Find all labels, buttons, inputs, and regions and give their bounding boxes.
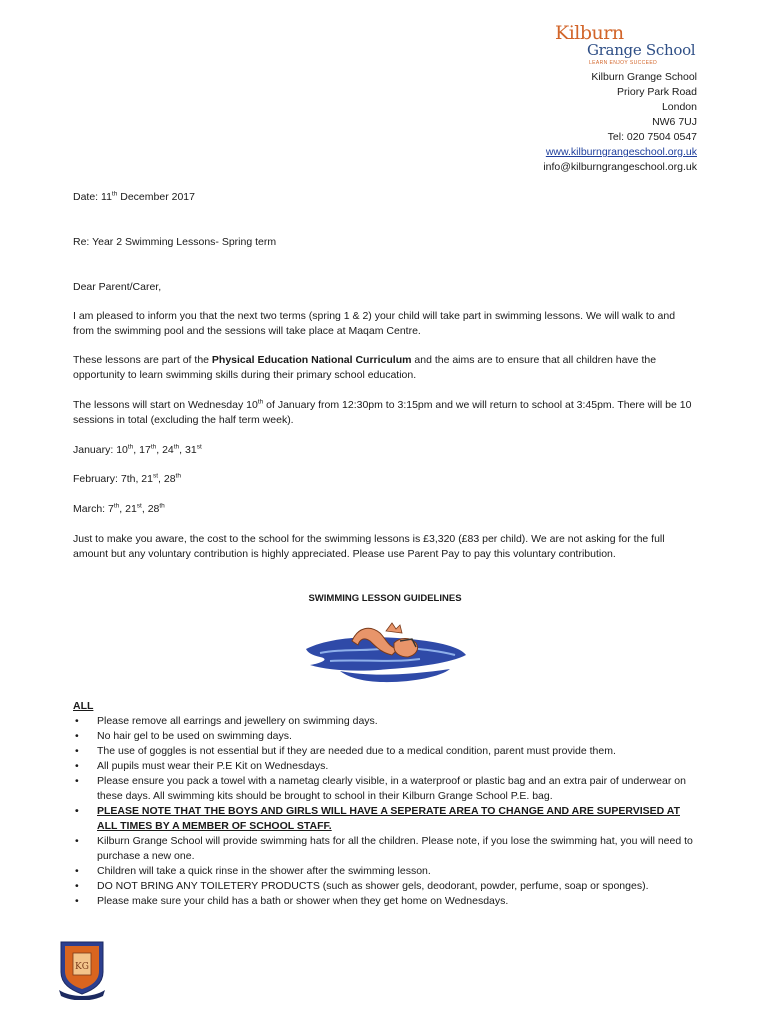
list-item: • Children will take a quick rinse in the shower after the swimming lesson. bbox=[75, 865, 431, 877]
list-item: • Please ensure you pack a towel with a nametag clearly visible, in a waterproof or plastic bag and an extra pair of underwear on these days. All swimming kits should be brought to school in their Kilburn Grange School P.E. bag. bbox=[75, 775, 686, 802]
school-logo bbox=[553, 22, 698, 68]
email-address: info@kilburngrangeschool.org.uk bbox=[543, 161, 697, 173]
bullet-icon: • bbox=[75, 760, 79, 772]
paragraph-curriculum: These lessons are part of the Physical Education National Curriculum and the aims are to ensure that all children have the opportunity to learn swimming skills during their primary school education. bbox=[73, 354, 657, 381]
logo-line-2: Grange School bbox=[587, 41, 696, 59]
crest-text: KG bbox=[75, 962, 89, 972]
dates-february: February: 7th, 21st, 28th bbox=[73, 472, 181, 485]
letter-date: Date: 11th December 2017 bbox=[73, 190, 195, 203]
bullet-icon: • bbox=[75, 865, 79, 877]
list-item: • Please make sure your child has a bath or shower when they get home on Wednesdays. bbox=[75, 895, 509, 907]
guidelines-all-label: ALL bbox=[73, 700, 94, 712]
letter-subject: Re: Year 2 Swimming Lessons- Spring term bbox=[73, 236, 277, 248]
guidelines-list bbox=[73, 714, 698, 909]
school-crest-icon bbox=[57, 938, 107, 1000]
list-item: • Kilburn Grange School will provide swimming hats for all the children. Please note, if you lose the swimming hat, you will need to purchase a new one. bbox=[75, 835, 693, 862]
dates-january: January: 10th, 17th, 24th, 31st bbox=[73, 443, 202, 456]
paragraph-schedule: The lessons will start on Wednesday 10th of January from 12:30pm to 3:15pm and we will return to school at 3:45pm. There will be 10 sessions in total (excluding the half term week). bbox=[73, 398, 692, 426]
logo-tagline: LEARN ENJOY SUCCEED bbox=[589, 60, 658, 66]
bullet-icon: • bbox=[75, 775, 79, 787]
logo-line-1: Kilburn bbox=[555, 22, 624, 44]
bullet-icon: • bbox=[75, 880, 79, 892]
bullet-icon: • bbox=[75, 730, 79, 742]
address-city: London bbox=[661, 101, 697, 113]
address-postcode: NW6 7UJ bbox=[652, 116, 697, 128]
school-address bbox=[543, 70, 697, 175]
bullet-icon: • bbox=[75, 895, 79, 907]
list-item: • DO NOT BRING ANY TOILETERY PRODUCTS (such as shower gels, deodorant, powder, perfume, soap or sponges). bbox=[75, 880, 649, 892]
salutation: Dear Parent/Carer, bbox=[73, 281, 162, 293]
list-item: • All pupils must wear their P.E Kit on Wednesdays. bbox=[75, 760, 329, 772]
paragraph-intro: I am pleased to inform you that the next two terms (spring 1 & 2) your child will take part in swimming lessons. We will walk to and from the swimming pool and the sessions will take place at Maqam Centre. bbox=[73, 310, 676, 337]
address-name: Kilburn Grange School bbox=[591, 71, 697, 83]
paragraph-cost: Just to make you aware, the cost to the school for the swimming lessons is £3,320 (£83 per child). We are not asking for the full amount but any voluntary contribution is highly appreciated. Please use Parent Pay to pay this voluntary contribution. bbox=[73, 533, 665, 560]
swimmer-illustration bbox=[300, 619, 470, 685]
dates-march: March: 7th, 21st, 28th bbox=[73, 502, 165, 515]
address-street: Priory Park Road bbox=[617, 86, 697, 98]
website-link[interactable]: www.kilburngrangeschool.org.uk bbox=[545, 146, 697, 158]
bullet-icon: • bbox=[75, 745, 79, 757]
list-item: • The use of goggles is not essential but if they are needed due to a medical condition, parent must provide them. bbox=[75, 745, 616, 757]
bullet-icon: • bbox=[75, 835, 79, 847]
guidelines-heading: SWIMMING LESSON GUIDELINES bbox=[308, 593, 462, 604]
address-tel: Tel: 020 7504 0547 bbox=[607, 131, 697, 143]
list-item: • Please remove all earrings and jewellery on swimming days. bbox=[75, 715, 378, 727]
list-item: • No hair gel to be used on swimming days. bbox=[75, 730, 292, 742]
bullet-icon: • bbox=[75, 805, 79, 817]
list-item: • PLEASE NOTE THAT THE BOYS AND GIRLS WILL HAVE A SEPERATE AREA TO CHANGE AND ARE SUPERVISED AT ALL TIMES BY A MEMBER OF SCHOOL STAFF. bbox=[75, 805, 680, 832]
bullet-icon: • bbox=[75, 715, 79, 727]
